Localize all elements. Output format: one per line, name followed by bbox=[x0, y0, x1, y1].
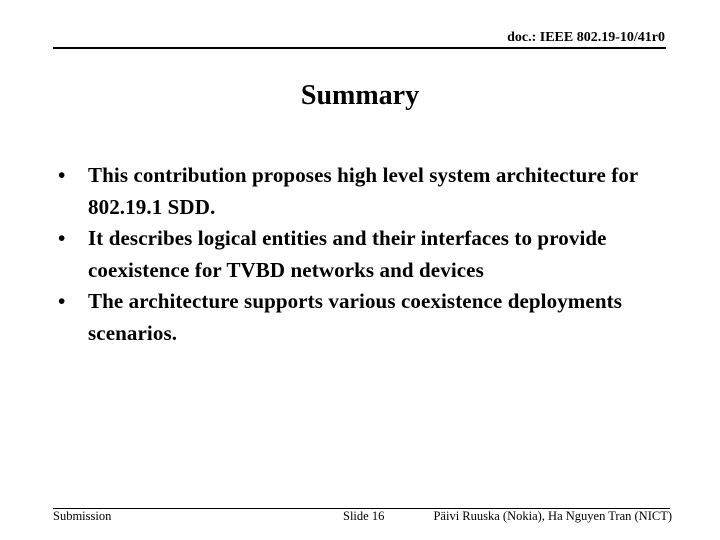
bullet-item bbox=[58, 223, 678, 286]
bullet-text: The architecture supports various coexistence deployments scenarios. bbox=[88, 289, 622, 345]
footer-slide-number: Slide 16 bbox=[343, 509, 385, 523]
document-id: doc.: IEEE 802.19-10/41r0 bbox=[507, 30, 665, 45]
bullet-marker: • bbox=[58, 226, 66, 250]
footer-authors: Päivi Ruuska (Nokia), Ha Nguyen Tran (NICT) bbox=[433, 509, 672, 523]
bullet-text: It describes logical entities and their interfaces to provide coexistence for TVBD networks and devices bbox=[88, 226, 607, 282]
bullet-list bbox=[58, 160, 678, 349]
bullet-text: This contribution proposes high level system architecture for 802.19.1 SDD. bbox=[88, 163, 638, 219]
bullet-item bbox=[58, 160, 678, 223]
slide-title: Summary bbox=[300, 80, 420, 111]
bullet-item bbox=[58, 286, 678, 349]
header-divider bbox=[53, 47, 666, 49]
bullet-marker: • bbox=[58, 163, 66, 187]
footer-submission-label: Submission bbox=[53, 509, 112, 523]
bullet-marker: • bbox=[58, 289, 66, 313]
